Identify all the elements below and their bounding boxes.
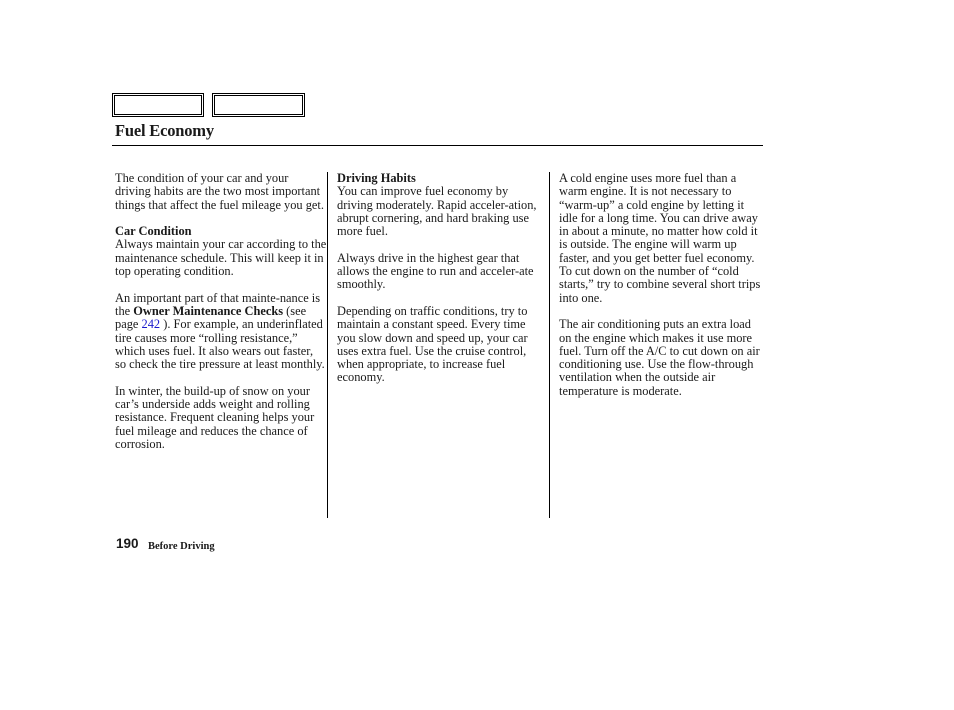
column-3: [559, 172, 764, 411]
car-condition-heading: Car Condition: [115, 224, 192, 239]
page-number: 190: [116, 536, 139, 551]
car-condition-text: Always maintain your car according to the maintenance schedule. This will keep it in top operating condition.: [115, 237, 327, 279]
page-242-link[interactable]: 242: [141, 317, 161, 332]
driving-habits-section: [337, 172, 547, 238]
maintenance-text-before: An important part of that mainte-nance is the: [115, 290, 321, 318]
constant-speed-paragraph: Depending on traffic conditions, try to maintain a constant speed. Every time you slow down and speed up, your car uses extra fuel. Use the cruise control, when appropriate, to increase fuel economy.: [337, 303, 528, 385]
nav-tab-box-1: [112, 93, 204, 117]
air-conditioning-paragraph: The air conditioning puts an extra load on the engine which makes it use more fuel. Turn off the A/C to cut down on air conditioning use. Use the flow-through ventilation when the outside air temperature is moderate.: [559, 317, 760, 398]
driving-habits-text: You can improve fuel economy by driving moderately. Rapid acceler-ation, abrupt cornering, and hard braking use more fuel.: [337, 184, 537, 239]
column-1: [115, 172, 327, 465]
cold-engine-paragraph: A cold engine uses more fuel than a warm engine. It is not necessary to “warm-up” a cold engine by letting it idle for a long time. You can drive away in about a minute, no matter how cold it is outside. The engine will warm up faster, and you get better fuel economy. To cut down on the number of “cold starts,” try to combine several short trips into one.: [559, 171, 761, 305]
column-2: [337, 172, 547, 398]
section-name: Before Driving: [148, 541, 215, 552]
nav-tab-box-2: [212, 93, 305, 117]
maintenance-text-after: ). For example, an underinflated tire causes more “rolling resistance,” which uses fuel. It also wears out faster, so check the tire pressure at least monthly.: [115, 317, 325, 372]
title-rule: [112, 145, 763, 146]
owner-maintenance-checks-term: Owner Maintenance Checks: [133, 303, 284, 318]
page-title: Fuel Economy: [115, 121, 214, 140]
column-divider-2: [549, 172, 550, 518]
column-divider-1: [327, 172, 328, 518]
maintenance-text-mid: (see page: [115, 303, 307, 332]
highest-gear-paragraph: Always drive in the highest gear that allows the engine to run and acceler-ate smoothly.: [337, 250, 534, 292]
winter-paragraph: In winter, the build-up of snow on your car’s underside adds weight and rolling resistance. Frequent cleaning helps your fuel mileage and reduces the chance of corrosion.: [115, 383, 315, 451]
maintenance-paragraph: [115, 292, 327, 372]
car-condition-section: [115, 225, 327, 278]
intro-paragraph: The condition of your car and your driving habits are the two most important things that affect the fuel mileage you get.: [115, 171, 324, 212]
driving-habits-heading: Driving Habits: [337, 171, 416, 185]
